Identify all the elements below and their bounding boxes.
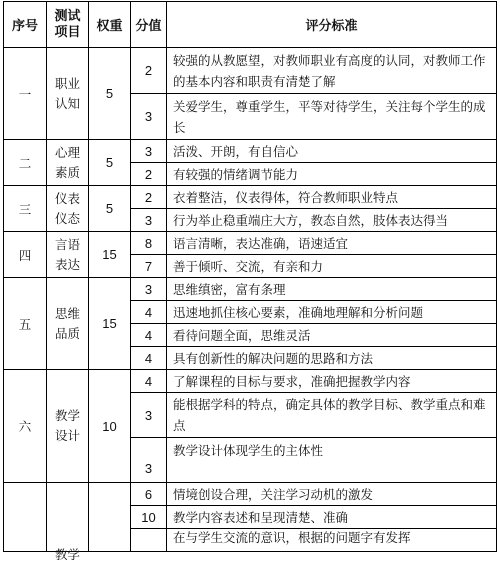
criteria-cell: 善于倾听、交流，有亲和力: [167, 255, 497, 278]
table-row: [4, 140, 497, 163]
item-cell: [47, 48, 89, 140]
item-text: 职业认知: [54, 75, 80, 111]
weight-cell: 5: [89, 140, 131, 186]
item-cell: [47, 370, 89, 483]
header-weight: 权重: [89, 2, 131, 48]
weight-cell: [89, 483, 131, 552]
weight-cell: 5: [89, 186, 131, 232]
criteria-cell: 教学内容表述和呈现清楚、准确: [167, 506, 497, 529]
header-item-text: 测试项目: [54, 8, 81, 40]
seq-cell: 四: [4, 232, 47, 278]
weight-cell: 5: [89, 48, 131, 140]
criteria-cell: 衣着整洁，仪表得体，符合教师职业特点: [167, 186, 497, 209]
score-cell: 3: [131, 393, 167, 438]
criteria-cell: 思维缜密，富有条理: [167, 278, 497, 301]
table-row: [4, 48, 497, 94]
criteria-cell: 行为举止稳重端庄大方，教态自然，肢体表达得当: [167, 209, 497, 232]
item-text: 教学设计: [54, 408, 80, 443]
table-row: [4, 186, 497, 209]
score-cell: 8: [131, 232, 167, 255]
score-cell: 4: [131, 301, 167, 324]
item-text: 仪表仪态: [54, 190, 80, 226]
table-row: [4, 483, 497, 506]
item-cell: [47, 278, 89, 370]
scoring-table: [3, 1, 497, 562]
criteria-cell: 能根据学科的特点，确定具体的教学目标、教学重点和难点: [167, 393, 497, 438]
item-cell: [47, 186, 89, 232]
header-item: [47, 2, 89, 48]
score-cell: 4: [131, 370, 167, 393]
seq-cell: 六: [4, 370, 47, 483]
score-cell: 10: [131, 506, 167, 529]
criteria-cell: 较强的从教愿望，对教师职业有高度的认同，对教师工作的基本内容和职责有清楚了解: [167, 48, 497, 94]
score-cell: 6: [131, 483, 167, 506]
item-text: 思维品质: [54, 305, 80, 341]
weight-cell: 10: [89, 370, 131, 483]
header-criteria: 评分标准: [167, 2, 497, 48]
item-text: 心理素质: [54, 144, 80, 180]
header-score: 分值: [131, 2, 167, 48]
criteria-cell: 语言清晰，表达准确，语速适宜: [167, 232, 497, 255]
criteria-cell: 了解课程的目标与要求，准确把握教学内容: [167, 370, 497, 393]
weight-cell: 15: [89, 232, 131, 278]
seq-cell: 三: [4, 186, 47, 232]
criteria-cell: 情境创设合理，关注学习动机的激发: [167, 483, 497, 506]
score-cell: 3: [131, 278, 167, 301]
criteria-cell: 活泼、开朗，有自信心: [167, 140, 497, 163]
score-cell: 3: [131, 94, 167, 140]
score-cell: 7: [131, 255, 167, 278]
item-cell: [47, 140, 89, 186]
item-cell: [47, 232, 89, 278]
header-seq: 序号: [4, 2, 47, 48]
score-cell: 3: [131, 140, 167, 163]
item-text: 教学: [54, 547, 80, 562]
item-cell: [47, 483, 89, 562]
score-cell: 3: [131, 438, 167, 483]
criteria-cell: 迅速地抓住核心要素，准确地理解和分析问题: [167, 301, 497, 324]
criteria-cell: 看待问题全面，思维灵活: [167, 324, 497, 347]
criteria-cell: 教学设计体现学生的主体性: [167, 438, 497, 483]
item-text: 言语表达: [54, 236, 80, 272]
table-row: [4, 370, 497, 393]
header-row: [4, 2, 497, 48]
seq-cell: 五: [4, 278, 47, 370]
score-cell: 4: [131, 347, 167, 370]
table-row: [4, 232, 497, 255]
score-cell: 3: [131, 209, 167, 232]
table-row: [4, 278, 497, 301]
seq-cell: 一: [4, 48, 47, 140]
score-cell: 2: [131, 48, 167, 94]
criteria-cell: 具有创新性的解决问题的思路和方法: [167, 347, 497, 370]
criteria-cell: 在与学生交流的意识，根据的问题字有发挥: [167, 529, 497, 552]
score-cell: 2: [131, 163, 167, 186]
criteria-cell: 关爱学生，尊重学生，平等对待学生，关注每个学生的成长: [167, 94, 497, 140]
weight-cell: 15: [89, 278, 131, 370]
seq-cell: 二: [4, 140, 47, 186]
seq-cell: [4, 483, 47, 552]
criteria-cell: 有较强的情绪调节能力: [167, 163, 497, 186]
score-cell: 4: [131, 324, 167, 347]
score-cell: [131, 529, 167, 552]
score-cell: 2: [131, 186, 167, 209]
